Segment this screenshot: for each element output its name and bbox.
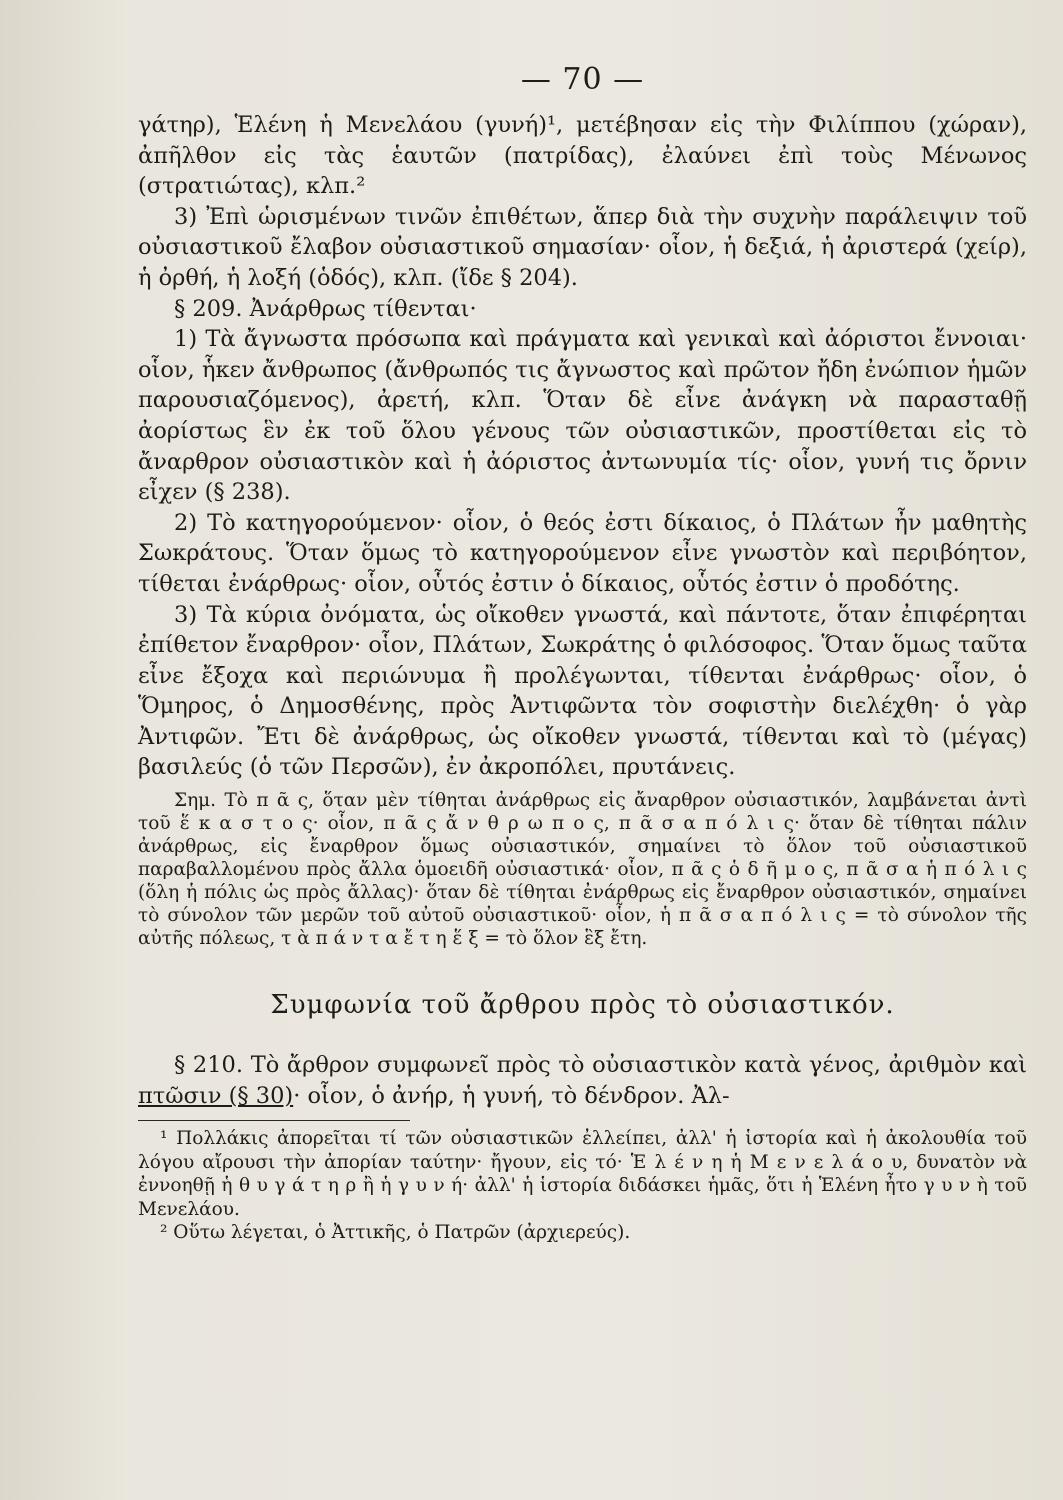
section-209-heading: § 209. Ἀνάρθρως τίθενται· <box>174 295 477 322</box>
footnote-2: ² Οὕτω λέγεται, ὁ Ἀττικῆς, ὁ Πατρῶν (ἀρχιερεύς). <box>160 1222 631 1244</box>
section-210-paragraph <box>138 1050 1027 1112</box>
section-210-text-after: · οἷον, ὁ ἀνήρ, ἡ γυνή, τὸ δένδρον. Ἀλ- <box>293 1083 730 1110</box>
paragraph-209-item-2: 2) Τὸ κατηγορούμενον· οἷον, ὁ θεός ἐστι δίκαιος, ὁ Πλάτων ἦν μαθητὴς Σωκράτους. Ὅταν ὅμως τὸ κατηγορούμενον εἶνε γνωστὸν καὶ περιβόητον, τίθεται ἐνάρθρως· οἷον, οὗτός ἐστιν ὁ δίκαιος, οὗτός ἐστιν ὁ προδότης. <box>138 509 1027 597</box>
section-210 <box>138 1050 1027 1112</box>
section-210-text-before: § 210. Τὸ ἄρθρον συμφωνεῖ πρὸς τὸ οὐσιαστικὸν κατὰ γένος, ἀριθμὸν καὶ <box>174 1052 1027 1079</box>
section-210-underlined-text: πτῶσιν (§ 30) <box>138 1083 294 1110</box>
paragraph-continuation: γάτηρ), Ἑλένη ἡ Μενελάου (γυνή)¹, μετέβησαν εἰς τὴν Φιλίππου (χώραν), ἀπῆλθον εἰς τὰς ἑαυτῶν (πατρίδας), ἐλαύνει ἐπὶ τοὺς Μένωνος (στρατιώτας), κλπ.² <box>138 112 1027 200</box>
main-text <box>138 110 1027 783</box>
footnotes <box>138 1127 1027 1245</box>
footnote-divider <box>138 1120 410 1121</box>
footnote-1: ¹ Πολλάκις ἀπορεῖται τί τῶν οὐσιαστικῶν ἐλλείπει, ἀλλ' ἡ ἱστορία καὶ ἡ ἀκολουθία τοῦ λόγου αἴρουσι τὴν ἀπορίαν ταύτην· ἤγουν, εἰς τό· Ἑ λ έ ν η ἡ Μ ε ν ε λ ά ο υ, δυνατὸν νὰ ἐννοηθῇ ἡ θ υ γ ά τ η ρ ἢ ἡ γ υ ν ή· ἀλλ' ἡ ἱστορία διδάσκει ἡμᾶς, ὅτι ἡ Ἑλένη ἦτο γ υ ν ὴ τοῦ Μενελάου. <box>138 1128 1027 1220</box>
page-number: — 70 — <box>520 62 645 97</box>
section-heading: Συμφωνία τοῦ ἄρθρου πρὸς τὸ οὐσιαστικόν. <box>270 990 895 1021</box>
note-paragraph: Σημ. Τὸ π ᾶ ς, ὅταν μὲν τίθηται ἀνάρθρως εἰς ἄναρθρον οὐσιαστικόν, λαμβάνεται ἀντὶ τοῦ ἕ κ α σ τ ο ς· οἷον, π ᾶ ς ἄ ν θ ρ ω π ο ς, π ᾶ σ α π ό λ ι ς· ὅταν δὲ τίθηται πάλιν ἀνάρθρως, εἰς ἔναρθρον ὅμως οὐσιαστικόν, σημαίνει τὸ ὅλον τοῦ οὐσιαστικοῦ παραβαλλομένου πρὸς ἄλλα ὁμοειδῆ οὐσιαστικά· οἷον, π ᾶ ς ὁ δ ῆ μ ο ς, π ᾶ σ α ἡ π ό λ ι ς (ὅλη ἡ πόλις ὡς πρὸς ἄλλας)· ὅταν δὲ τίθηται ἐνάρθρως εἰς ἔναρθρον οὐσιαστικόν, σημαίνει τὸ σύνολον τῶν μερῶν τοῦ αὐτοῦ οὐσιαστικοῦ· οἷον, ἡ π ᾶ σ α π ό λ ι ς = τὸ σύνολον τῆς αὐτῆς πόλεως, τ ὰ π ά ν τ α ἔ τ η ἕ ξ = τὸ ὅλον ἓξ ἔτη. <box>138 790 1027 950</box>
paragraph-209-item-1: 1) Τὰ ἄγνωστα πρόσωπα καὶ πράγματα καὶ γενικαὶ καὶ ἀόριστοι ἔννοιαι· οἷον, ἧκεν ἄνθρωπος (ἄνθρωπός τις ἄγνωστος καὶ πρῶτον ἤδη ἐνώπιον ἡμῶν παρουσιαζόμενος), ἀρετή, κλπ. Ὅταν δὲ εἶνε ἀνάγκη νὰ παρασταθῇ ἀορίστως ἓν ἐκ τοῦ ὅλου γένους τῶν οὐσιαστικῶν, προστίθεται εἰς τὸ ἄναρθρον οὐσιαστικὸν καὶ ἡ ἀόριστος ἀντωνυμία τίς· οἷον, γυνή τις ὄρνιν εἶχεν (§ 238). <box>138 326 1027 506</box>
paragraph-209-item-3: 3) Τὰ κύρια ὀνόματα, ὡς οἴκοθεν γνωστά, καὶ πάντοτε, ὅταν ἐπιφέρηται ἐπίθετον ἔναρθρον· οἷον, Πλάτων, Σωκράτης ὁ φιλόσοφος. Ὅταν ὅμως ταῦτα εἶνε ἔξοχα καὶ περιώνυμα ἢ προλέγωνται, τίθενται ἐνάρθρως· οἷον, ὁ Ὅμηρος, ὁ Δημοσθένης, πρὸς Ἀντιφῶντα τὸν σοφιστὴν διελέχθη· ὁ γὰρ Ἀντιφῶν. Ἔτι δὲ ἀνάρθρως, ὡς οἴκοθεν γνωστά, τίθενται καὶ τὸ (μέγας) βασιλεύς (ὁ τῶν Περσῶν), ἐν ἀκροπόλει, πρυτάνεις. <box>138 601 1027 781</box>
paragraph-item-3: 3) Ἐπὶ ὡρισμένων τινῶν ἐπιθέτων, ἅπερ διὰ τὴν συχνὴν παράλειψιν τοῦ οὐσιαστικοῦ ἔλαβον οὐσιαστικοῦ σημασίαν· οἷον, ἡ δεξιά, ἡ ἀριστερά (χείρ), ἡ ὀρθή, ἡ λοξή (ὁδός), κλπ. (ἴδε § 204). <box>138 203 1027 291</box>
